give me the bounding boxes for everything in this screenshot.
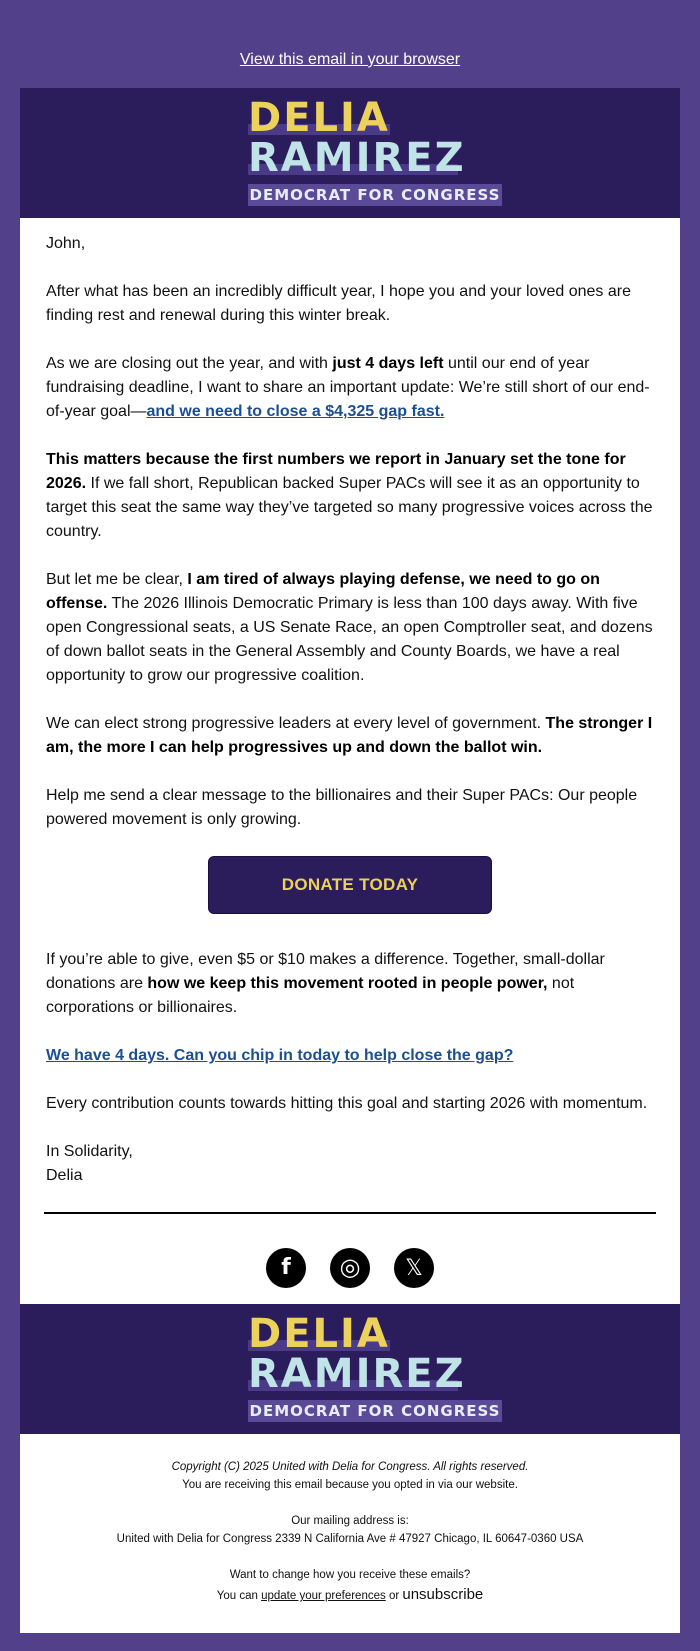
copyright-text: Copyright (C) 2025 United with Delia for Congress. All rights reserved.	[171, 1461, 529, 1473]
footer-info	[20, 1434, 680, 1633]
email-container	[20, 88, 680, 1633]
unsubscribe-link[interactable]: unsubscribe	[402, 1586, 484, 1603]
logo-tagline: DEMOCRAT FOR CONGRESS	[249, 186, 501, 204]
paragraph-9: Every contribution counts towards hitting this goal and starting 2026 with momentum.	[46, 1095, 648, 1112]
footer-logo	[248, 1311, 528, 1426]
mailing-address: United with Delia for Congress 2339 N California Ave # 47927 Chicago, IL 60647-0360 USA	[116, 1533, 584, 1545]
p2-bold: just 4 days left	[332, 355, 444, 372]
p7-text-a: If you’re able to give, even $5 or $10 makes a difference. Together, small-dollar donations are	[46, 951, 605, 992]
mailing-label: Our mailing address is:	[291, 1515, 409, 1527]
greeting: John,	[46, 235, 86, 252]
donate-today-button[interactable]: DONATE TODAY	[208, 856, 492, 914]
paragraph-2	[46, 352, 654, 424]
preferences-line	[30, 1586, 670, 1605]
signoff-line: In Solidarity,	[46, 1143, 133, 1160]
logo-last-name: RAMIREZ	[248, 135, 466, 181]
paragraph-1: After what has been an incredibly difficult year, I hope you and your loved ones are finding rest and renewal during this winter break.	[46, 283, 631, 324]
paragraph-7	[46, 948, 654, 1020]
top-bar	[0, 0, 700, 88]
view-in-browser-link[interactable]: View this email in your browser	[239, 51, 461, 68]
footer-logo-first-name: DELIA	[248, 1311, 390, 1357]
footer-logo-last-name: RAMIREZ	[248, 1351, 466, 1397]
close-gap-link[interactable]: and we need to close a $4,325 gap fast.	[146, 403, 445, 420]
p7-bold: how we keep this movement rooted in people power,	[147, 975, 548, 992]
footer-logo-tagline: DEMOCRAT FOR CONGRESS	[249, 1402, 501, 1420]
x-icon[interactable]: 𝕏	[394, 1248, 434, 1288]
p2-text-c: until our end of year fundraising deadline, I want to share an important update: We’re still short of our end-of-year goal—	[46, 355, 650, 420]
p3-text: If we fall short, Republican backed Super PACs will see it as an opportunity to target this seat the same way they’ve targeted so many progressive voices across the country.	[46, 475, 653, 540]
footer-banner	[20, 1304, 680, 1434]
or-text: or	[385, 1590, 403, 1602]
paragraph-6: Help me send a clear message to the billionaires and their Super PACs: Our people powered movement is only growing.	[46, 787, 638, 828]
p4-text-a: But let me be clear,	[46, 571, 188, 588]
paragraph-5	[46, 712, 654, 760]
opt-in-text: You are receiving this email because you opted in via our website.	[182, 1479, 518, 1491]
letter-body	[20, 218, 680, 1304]
paragraph-4	[46, 568, 654, 688]
instagram-icon[interactable]: ◎	[330, 1248, 370, 1288]
p5-bold: The stronger I am, the more I can help progressives up and down the ballot win.	[46, 715, 653, 756]
header-banner	[20, 88, 680, 218]
p7-text-c: not corporations or billionaires.	[46, 975, 575, 1016]
p3-bold: This matters because the first numbers we report in January set the tone for 2026.	[46, 451, 626, 492]
campaign-logo	[248, 95, 528, 210]
social-icons	[46, 1214, 654, 1304]
p5-text: We can elect strong progressive leaders at every level of government.	[46, 715, 546, 732]
signature-name: Delia	[46, 1167, 83, 1184]
donate-wrapper	[46, 856, 654, 914]
p2-text-a: As we are closing out the year, and with	[46, 355, 333, 372]
update-preferences-link[interactable]: update your preferences	[261, 1590, 386, 1602]
logo-first-name: DELIA	[248, 95, 390, 141]
you-can-text: You can	[216, 1590, 262, 1602]
facebook-icon[interactable]: f	[266, 1248, 306, 1288]
p4-bold: I am tired of always playing defense, we need to go on offense.	[46, 571, 600, 612]
p4-text-c: The 2026 Illinois Democratic Primary is less than 100 days away. With five open Congressional seats, a US Senate Race, an open Comptroller seat, and dozens of down ballot seats in the General Assembly and County Boards, we have a real opportunity to grow our progressive coalition.	[46, 595, 653, 684]
chip-in-link[interactable]: We have 4 days. Can you chip in today to help close the gap?	[46, 1047, 514, 1064]
paragraph-8	[46, 1044, 654, 1068]
paragraph-3	[46, 448, 654, 544]
signoff	[46, 1140, 654, 1188]
change-prompt: Want to change how you receive these emails?	[229, 1569, 471, 1581]
